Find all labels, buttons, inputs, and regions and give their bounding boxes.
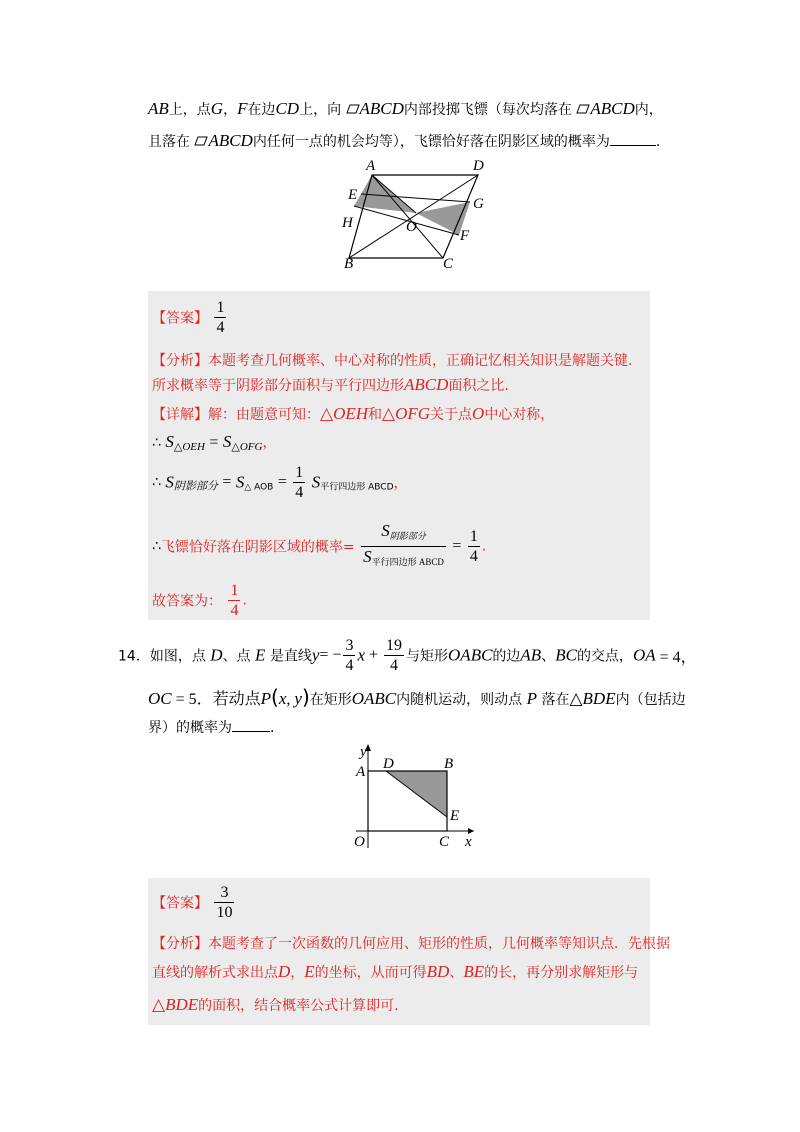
intercept-fraction: $\frac{19}{4}$ <box>386 637 403 674</box>
analysis-14-line2: 直线的解析式求出点D，E的坐标，从而可得BD、BE的长，再分别求解矩形与 <box>152 962 639 981</box>
p13-line1: AB上，点G，F在边CD上，向 ABCD内部投掷飞镖（每次均落在 ABCD内， <box>148 99 663 118</box>
answer-fraction: $\frac{3}{10}$ <box>216 884 233 921</box>
label-x: x <box>465 834 472 850</box>
parallelogram-icon <box>576 102 590 118</box>
detail-13-line3: ∴ $S_{阴影部分} = S_{\triangle AOB}$ = $\frac{1}{4}$ $S_{平行四边形 ABCD}$， <box>152 464 408 501</box>
quarter-fraction: $\frac{1}{4}$ <box>295 464 304 501</box>
parallelogram-figure <box>330 155 500 270</box>
analysis-14-line3: △BDE的面积，结合概率公式计算即可. <box>152 995 399 1014</box>
parallelogram-icon <box>194 134 208 150</box>
final-fraction: $\frac{1}{4}$ <box>230 582 239 619</box>
label-a: A <box>356 764 366 780</box>
answer-14: 【答案】 $\frac{3}{10}$ <box>152 884 233 921</box>
label-e: E <box>348 187 358 203</box>
parallelogram-icon <box>346 102 360 118</box>
p13-line2: 且落在 ABCD内任何一点的机会均等），飞镖恰好落在阴影区域的概率为 . <box>148 131 661 150</box>
label-o: O <box>354 834 365 850</box>
label-c: C <box>439 834 450 850</box>
label-b: B <box>444 756 454 772</box>
detail-13-line2: ∴ $S_{\triangle OEH} = S_{\triangle OFG}$， <box>152 432 277 453</box>
p14-line3: 界）的概率为 . <box>148 720 275 736</box>
problem-number: 14． <box>118 648 150 665</box>
analysis-13-line2: 所求概率等于阴影部分面积与平行四边形ABCD面积之比. <box>152 375 509 394</box>
answer-fraction: $\frac{1}{4}$ <box>216 299 225 336</box>
answer-blank <box>232 731 270 732</box>
analysis-14-line1: 【分析】本题考查了一次函数的几何应用、矩形的性质，几何概率等知识点．先根据 <box>152 936 670 952</box>
label-d: D <box>473 158 484 174</box>
label-y: y <box>360 744 367 760</box>
analysis-13-line1: 【分析】本题考查几何概率、中心对称的性质，正确记忆相关知识是解题关键. <box>152 353 633 369</box>
detail-13-line1: 【详解】解：由题意可知：△OEH和△OFG关于点O中心对称， <box>152 404 555 423</box>
final-answer-13: 故答案为： $\frac{1}{4}$ . <box>152 582 247 619</box>
label-a: A <box>366 158 376 174</box>
rectangle-figure <box>350 740 480 855</box>
slope-fraction: $\frac{3}{4}$ <box>345 637 354 674</box>
label-e: E <box>450 808 460 824</box>
label-g: G <box>473 196 484 212</box>
label-o: O <box>406 219 417 235</box>
p14-line2: OC = 5．若动点P(x, y)在矩形OABC内随机运动，则动点 P 落在△BDE内（包括边 <box>148 685 686 709</box>
detail-13-line4: ∴飞镖恰好落在阴影区域的概率= $\frac{S_{阴影部分}}{S_{平行四边形 ABCD}}$ = $\frac{1}{4}$ . <box>152 521 486 572</box>
label-b: B <box>344 256 354 270</box>
probability-fraction: $\frac{S_{阴影部分}}{S_{平行四边形 ABCD}}$ <box>363 521 444 567</box>
label-c: C <box>443 256 454 270</box>
result-fraction: $\frac{1}{4}$ <box>469 528 478 565</box>
answer-13: 【答案】 $\frac{1}{4}$ <box>152 299 225 336</box>
label-f: F <box>460 228 470 244</box>
answer-blank <box>610 145 656 146</box>
label-d: D <box>383 756 394 772</box>
p14-line1: 14．如图，点 D、点 E 是直线y= − $\frac{3}{4}$ x + $\frac{19}{4}$ 与矩形OABC的边AB、BC的交点，OA = 4， <box>118 637 697 674</box>
label-h: H <box>342 215 353 231</box>
